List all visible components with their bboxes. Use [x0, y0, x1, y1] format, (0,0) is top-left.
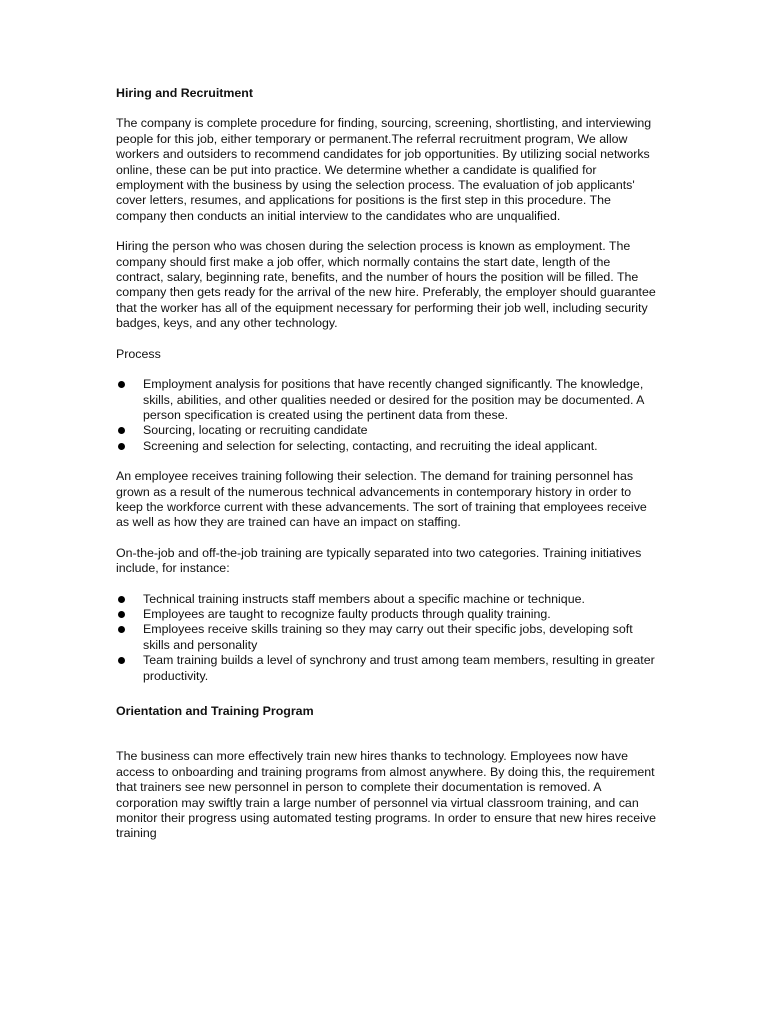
training-list [116, 592, 661, 684]
list-item [116, 622, 661, 653]
bullet-icon [118, 626, 125, 633]
list-item-text: Employees are taught to recognize faulty products through quality training. [143, 606, 551, 621]
paragraph-training-demand: An employee receives training following their selection. The demand for training personnel has grown as a result of the numerous technical advancements in contemporary history in order to keep the workforce current with these advancements. The sort of training that employees receive as well as how they are trained can have an impact on staffing. [116, 469, 647, 530]
list-item [116, 423, 661, 438]
bullet-icon [118, 596, 125, 603]
document-page [116, 86, 661, 857]
bullet-icon [118, 381, 125, 388]
list-item-text: Employment analysis for positions that have recently changed significantly. The knowledge, skills, abilities, and other qualities needed or desired for the position may be documented. A person specification is created using the pertinent data from these. [143, 377, 644, 422]
list-item [116, 377, 661, 423]
section-heading-orientation: Orientation and Training Program [116, 704, 314, 718]
process-list [116, 377, 661, 454]
list-item [116, 592, 661, 607]
list-item-text: Screening and selection for selecting, contacting, and recruiting the ideal applicant. [143, 438, 598, 453]
list-item-text: Employees receive skills training so they may carry out their specific jobs, developing soft skills and personality [143, 622, 633, 652]
list-item [116, 653, 661, 684]
list-item-text: Technical training instructs staff members about a specific machine or technique. [143, 591, 585, 606]
list-item-text: Sourcing, locating or recruiting candidate [143, 423, 368, 438]
section-heading-hiring: Hiring and Recruitment [116, 86, 253, 100]
paragraph-employment: Hiring the person who was chosen during the selection process is known as employment. The company should first make a job offer, which normally contains the start date, length of the contract, salary, beginning rate, benefits, and the number of hours the position will be filled. The company then gets ready for the arrival of the new hire. Preferably, the employer should guarantee that the worker has all of the equipment necessary for performing their job well, including security badges, keys, and any other technology. [116, 239, 656, 331]
process-label: Process [116, 346, 161, 361]
bullet-icon [118, 443, 125, 450]
paragraph-recruitment-procedure: The company is complete procedure for finding, sourcing, screening, shortlisting, and interviewing people for this job, either temporary or permanent.The referral recruitment program, We allow workers and outsiders to recommend candidates for job opportunities. By utilizing social networks online, these can be put into practice. We determine whether a candidate is qualified for employment with the business by using the selection process. The evaluation of job applicants' cover letters, resumes, and applications for positions is the first step in this procedure. The company then conducts an initial interview to the candidates who are unqualified. [116, 116, 652, 223]
bullet-icon [118, 427, 125, 434]
paragraph-technology-training: The business can more effectively train new hires thanks to technology. Employees now have access to onboarding and training programs from almost anywhere. By doing this, the requirement that trainers see new personnel in person to complete their documentation is removed. A corporation may swiftly train a large number of personnel via virtual classroom training, and can monitor their progress using automated testing programs. In order to ensure that new hires receive training [116, 749, 656, 841]
list-item-text: Team training builds a level of synchrony and trust among team members, resulting in greater productivity. [143, 653, 655, 683]
paragraph-training-categories: On-the-job and off-the-job training are typically separated into two categories. Training initiatives include, for instance: [116, 545, 642, 576]
list-item [116, 439, 661, 454]
bullet-icon [118, 611, 125, 618]
list-item [116, 607, 661, 622]
bullet-icon [118, 657, 125, 664]
